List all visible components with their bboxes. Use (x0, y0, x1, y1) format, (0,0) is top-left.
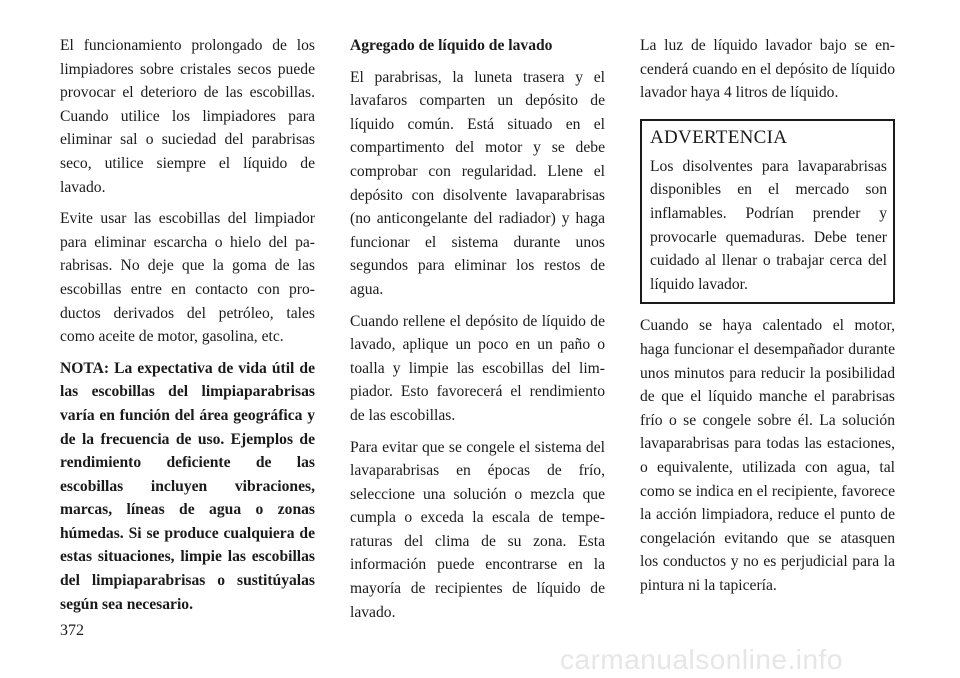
warning-box (640, 119, 895, 305)
column-right (640, 34, 895, 605)
warning-title: ADVERTENCIA (650, 126, 788, 148)
section-heading-washer-fluid: Agregado de líquido de lavado (350, 37, 553, 54)
paragraph-wiper-ice: Evite usar las escobillas del limpiador para eliminar escarcha o hielo del parabrisas. No deje que la goma de las escobillas entre en contacto con productos derivados del petróleo, tales como aceite de motor, gasolina, etc. (60, 210, 315, 346)
paragraph-defroster: Cuando se haya calentado el motor, haga funcionar el desempañador durante unos minutos para reducir la posibilidad de que el líquido manche el parabrisas frío o se congele sobre él. La solución lavaparabrisas para todas las estaciones, o equivalente, utilizada con agua, tal como se indica en el recipiente, favorece la acción limpiadora, reduce el punto de congelación evitando que se atasquen los conductos y no es perjudicial para la pintura ni la tapicería. (640, 317, 895, 594)
column-middle (350, 34, 605, 632)
column-left (60, 34, 315, 624)
page-number: 372 (60, 622, 84, 639)
paragraph-low-fluid-light: La luz de líquido lavador bajo se encenderá cuando en el depósito de líquido lavador haya 4 litros de líquido. (640, 37, 895, 102)
warning-text: Los disolventes para lavaparabrisas disponibles en el mercado son inflamables. Podrían prender y provocarle quemaduras. Debe tener cuidado al llenar o trabajar cerca del líquido lavador. (650, 157, 887, 293)
paragraph-wiper-dry-use: El funcionamiento prolongado de los limpiadores sobre cristales secos puede provocar el deterioro de las escobillas. Cuando utilice los limpiadores para eliminar sal o suciedad del parabrisas seco, utilice siempre el líquido de lavado. (60, 37, 315, 196)
paragraph-reservoir: El parabrisas, la luneta trasera y el lavafaros comparten un depósito de líquido común. Está situado en el compartimento del motor y se debe comprobar con regularidad. Llene el depósito con disolvente lavaparabrisas (no anticongelante del radiador) y haga funcionar el sistema durante unos segundos para eliminar los restos de agua. (350, 68, 605, 298)
paragraph-freezing: Para evitar que se congele el sistema del lavaparabrisas en épocas de frío, seleccione una solución o mezcla que cumpla o exceda la escala de temperaturas del clima de su zona. Esta información puede encontrarse en la mayoría de recipientes de líquido de lavado. (350, 438, 605, 621)
watermark: carmanualsonline.info (560, 644, 843, 675)
note-wiper-life: NOTA: La expectativa de vida útil de las escobillas del limpiaparabrisas varía en función del área geográfica y de la frecuencia de uso. Ejemplos de rendimiento deficiente de las escobillas incluyen vibraciones, marcas, líneas de agua o zonas húmedas. Si se produce cualquiera de estas situaciones, limpie las escobillas del limpiaparabrisas o sustitúyalas según sea necesario. (60, 359, 315, 613)
paragraph-refill: Cuando rellene el depósito de líquido de lavado, aplique un poco en un paño o toalla y limpie las escobillas del limpiador. Esto favorecerá el rendimiento de las escobillas. (350, 312, 605, 424)
